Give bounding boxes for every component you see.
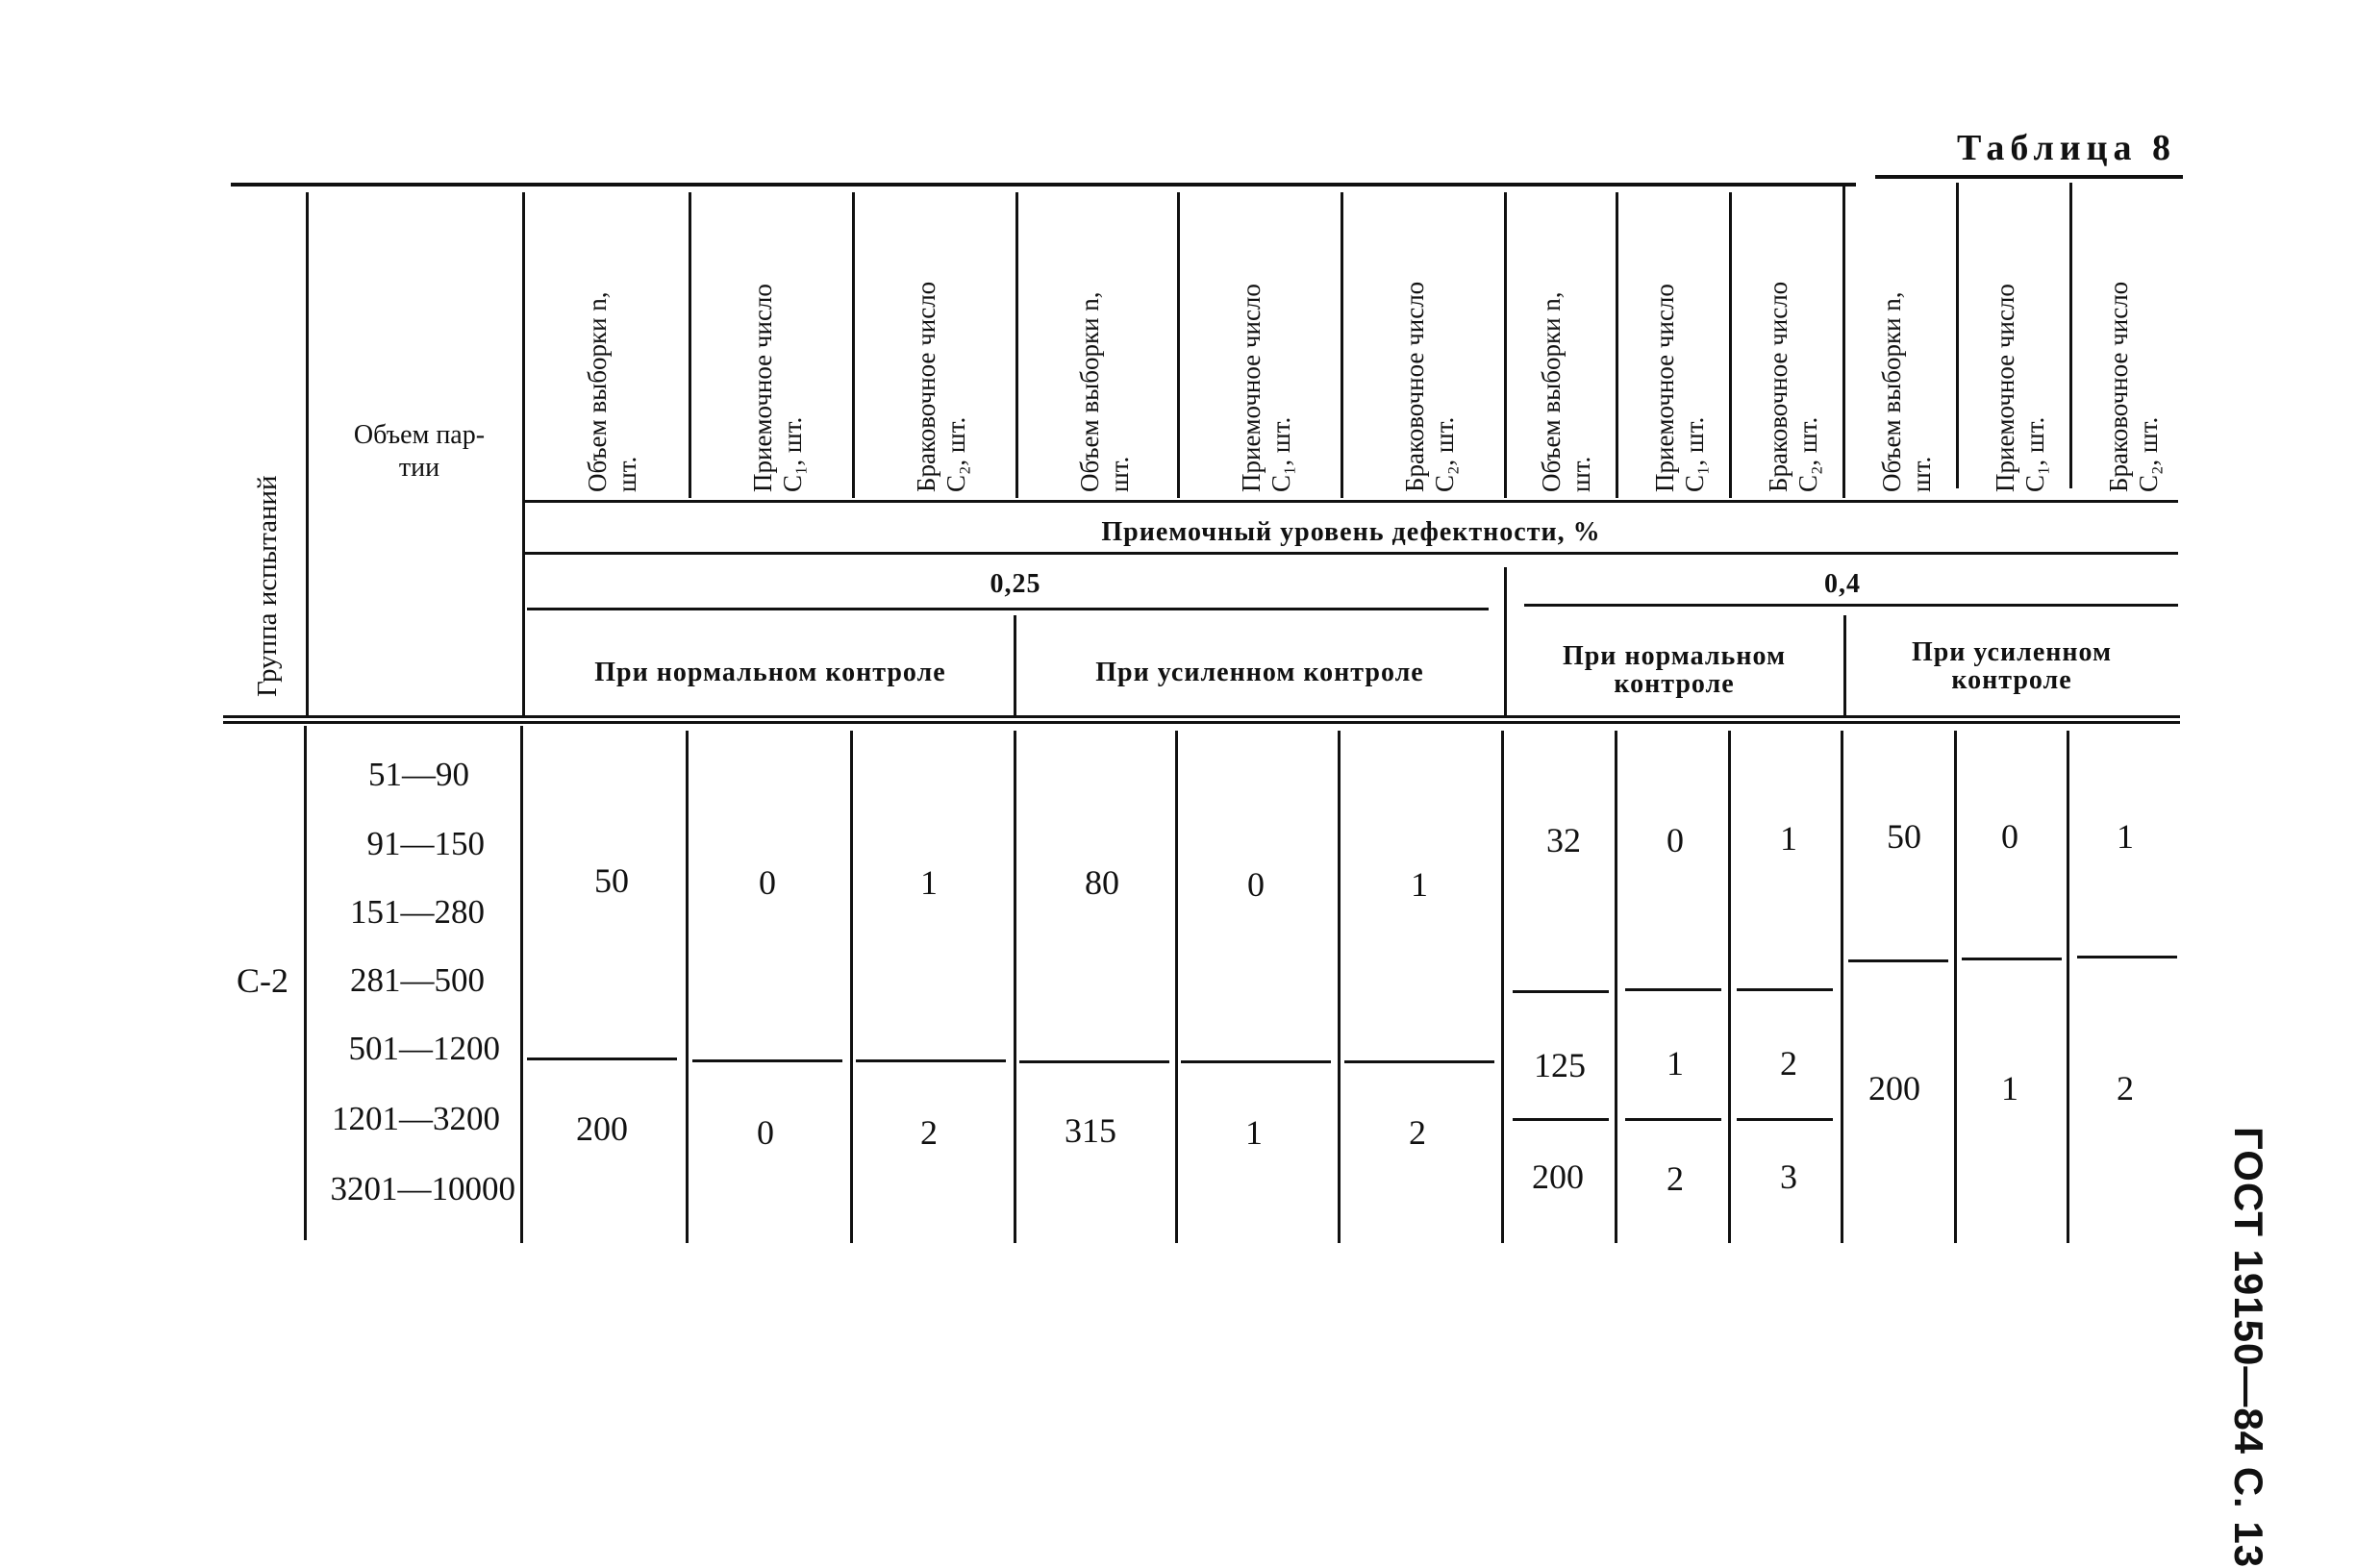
header-rule [524, 500, 2178, 503]
divider [1956, 183, 1959, 488]
sample-size-value: 32 [1546, 821, 1581, 859]
reject-number-header: Браковочное число C₂, шт. [1764, 281, 1823, 492]
row-rule [856, 1059, 1006, 1062]
normal-control-header: При нормальном контроле [594, 658, 946, 687]
sample-size-value: 50 [594, 861, 629, 900]
reject-number-header: Браковочное число C₂, шт. [912, 281, 971, 492]
acceptable-defect-level-header: Приемочный уровень дефектности, % [1101, 517, 1601, 547]
divider [1338, 731, 1341, 1243]
divider [522, 192, 525, 716]
accept-number-value: 1 [1667, 1044, 1684, 1083]
divider [520, 726, 523, 1243]
sample-size-value: 50 [1887, 817, 1921, 856]
table-top-rule [231, 183, 1856, 187]
test-group: С-2 [237, 961, 288, 1000]
row-rule [1848, 959, 1948, 962]
row-rule [1513, 1118, 1609, 1121]
accept-number-value: 1 [1245, 1113, 1263, 1152]
divider [1015, 192, 1018, 498]
accept-number-value: 0 [757, 1113, 774, 1152]
divider [686, 731, 689, 1243]
normal-control-header: При нормальном контроле [1562, 641, 1787, 700]
accept-number-header: Приемочное число C₁, шт. [1237, 284, 1296, 492]
sample-size-header: Объем выборки n, шт. [1537, 291, 1596, 492]
accept-number-value: 2 [1667, 1159, 1684, 1198]
row-rule [527, 1058, 677, 1060]
header-bottom-rule [223, 715, 2180, 718]
reject-number-header: Браковочное число C₂, шт. [1400, 281, 1460, 492]
divider [1341, 192, 1343, 498]
row-rule [1625, 1118, 1721, 1121]
divider [1729, 192, 1732, 498]
reject-number-value: 1 [1411, 865, 1428, 904]
header-rule [524, 552, 2178, 555]
accept-number-header: Приемочное число C₁, шт. [748, 284, 808, 492]
sample-size-value: 125 [1534, 1046, 1586, 1084]
row-rule [2077, 956, 2177, 958]
row-rule [1181, 1060, 1331, 1063]
divider [1616, 192, 1618, 498]
sample-size-header: Объем выборки n, шт. [1877, 291, 1937, 492]
reject-number-value: 2 [1409, 1113, 1426, 1152]
sample-size-value: 200 [576, 1109, 628, 1148]
lot-header-line2: тии [398, 452, 440, 483]
tightened-control-header: При усиленном контроле [1911, 637, 2113, 696]
reject-number-value: 1 [1780, 819, 1797, 858]
reject-number-value: 2 [2117, 1069, 2134, 1108]
divider [1177, 192, 1180, 498]
tightened-control-header: При усиленном контроле [1095, 658, 1424, 687]
accept-number-value: 0 [1667, 821, 1684, 859]
lot-size: 281—500 [350, 961, 485, 999]
accept-number-value: 0 [1247, 865, 1265, 904]
lot-header-line1: Объем пар- [353, 420, 486, 450]
lot-size: 151—280 [350, 893, 485, 931]
reject-number-value: 3 [1780, 1157, 1797, 1196]
title-rule [1875, 175, 2183, 179]
reject-number-value: 1 [920, 863, 938, 902]
row-rule [1513, 990, 1609, 993]
lot-size: 1201—3200 [332, 1100, 500, 1137]
header-rule [1524, 604, 2178, 607]
divider [2067, 731, 2069, 1243]
divider [2069, 183, 2072, 488]
sample-size-value: 200 [1868, 1069, 1920, 1108]
divider [852, 192, 855, 498]
reject-number-value: 2 [1780, 1044, 1797, 1083]
table-title: Таблица 8 [1957, 128, 2177, 168]
divider [689, 192, 691, 498]
row-rule [1019, 1060, 1169, 1063]
reject-number-value: 2 [920, 1113, 938, 1152]
accept-number-value: 0 [759, 863, 776, 902]
divider [306, 192, 309, 716]
divider [1842, 183, 1845, 498]
divider [850, 731, 853, 1243]
sample-size-value: 80 [1085, 863, 1119, 902]
divider [1014, 731, 1016, 1243]
sample-size-header: Объем выборки n, шт. [1075, 291, 1135, 492]
level-0-4: 0,4 [1824, 569, 1861, 599]
row-rule [1737, 1118, 1833, 1121]
row-rule [1962, 958, 2062, 960]
accept-number-header: Приемочное число C₁, шт. [1650, 284, 1710, 492]
sample-size-header: Объем выборки n, шт. [583, 291, 642, 492]
standard-page-label: ГОСТ 19150—84 С. 13 [2226, 1127, 2271, 1568]
lot-column-header [323, 419, 515, 484]
group-column-header: Группа испытаний [252, 475, 283, 697]
divider [1504, 192, 1507, 498]
sample-size-value: 315 [1065, 1111, 1116, 1150]
divider [1954, 731, 1957, 1243]
row-rule [692, 1059, 842, 1062]
reject-number-header: Браковочное число C₂, шт. [2104, 281, 2164, 492]
lot-size: 51—90 [368, 756, 469, 793]
header-rule [527, 608, 1489, 610]
row-rule [1625, 988, 1721, 991]
accept-number-header: Приемочное число C₁, шт. [1991, 284, 2050, 492]
lot-size: 3201—10000 [330, 1170, 515, 1207]
lot-size: 501—1200 [348, 1030, 500, 1067]
sample-size-value: 200 [1532, 1157, 1584, 1196]
lot-size: 91—150 [366, 825, 485, 862]
row-rule [1737, 988, 1833, 991]
level-0-25: 0,25 [990, 569, 1041, 599]
divider [1175, 731, 1178, 1243]
accept-number-value: 1 [2001, 1069, 2018, 1108]
row-rule [1344, 1060, 1494, 1063]
reject-number-value: 1 [2117, 817, 2134, 856]
header-bottom-rule [223, 721, 2180, 724]
accept-number-value: 0 [2001, 817, 2018, 856]
